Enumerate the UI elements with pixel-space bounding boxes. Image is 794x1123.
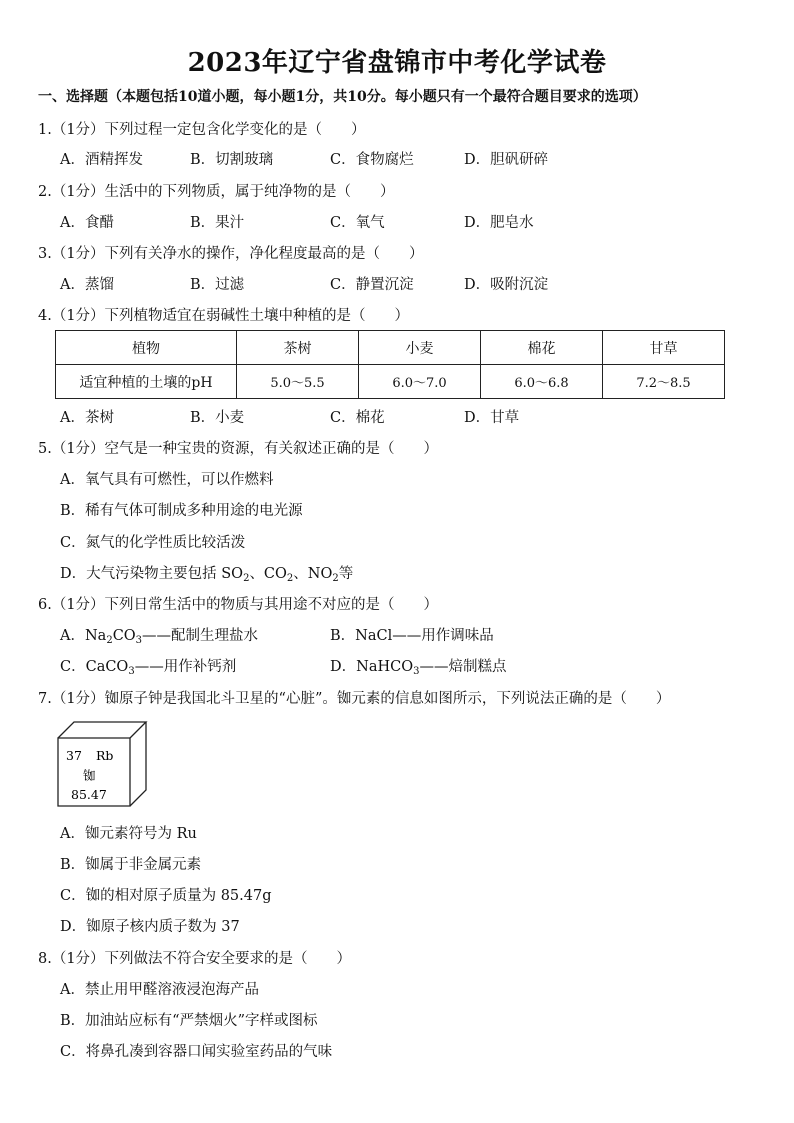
- option-b: B．小麦: [190, 410, 245, 426]
- option-c: C．将鼻孔凑到容器口闻实验室药品的气味: [60, 1044, 333, 1060]
- table-cell: 6.0～7.0: [359, 365, 481, 399]
- table-header-cell: 植物: [56, 331, 237, 365]
- option-c: [60, 655, 236, 677]
- option-d: D．肥皂水: [464, 215, 534, 231]
- option-b: B．稀有气体可制成多种用途的电光源: [60, 503, 303, 519]
- exam-title: 2023年辽宁省盘锦市中考化学试卷: [187, 48, 607, 78]
- option-d-text: 等: [338, 566, 354, 582]
- table-cell: 7.2～8.5: [603, 365, 725, 399]
- formula-text: CO: [112, 628, 136, 644]
- option-c: C．食物腐烂: [330, 152, 414, 168]
- option-b: B．过滤: [190, 277, 245, 293]
- option-c: C．氧气: [330, 215, 385, 231]
- option-d: [60, 562, 353, 584]
- question-1-stem: 1.（1分）下列过程一定包含化学变化的是（ ）: [38, 122, 366, 138]
- question-5-stem: 5.（1分）空气是一种宝贵的资源，有关叙述正确的是（ ）: [38, 441, 439, 457]
- table-cell: 5.0～5.5: [237, 365, 359, 399]
- option-a: A．茶树: [60, 410, 114, 426]
- option-d: D．铷原子核内质子数为 37: [60, 919, 240, 935]
- question-7-stem: 7.（1分）铷原子钟是我国北斗卫星的“心脏”。铷元素的信息如图所示，下列说法正确的是（ ）: [38, 691, 671, 707]
- formula-text: D．NaHCO: [330, 659, 414, 675]
- table-cell: 6.0～6.8: [481, 365, 603, 399]
- option-c: C．氮气的化学性质比较活泼: [60, 535, 246, 551]
- soil-ph-table: [55, 330, 725, 399]
- option-a: A．酒精挥发: [60, 152, 143, 168]
- element-symbol: Rb: [96, 748, 114, 763]
- table-header-cell: 茶树: [237, 331, 359, 365]
- element-cube-figure: [56, 720, 148, 808]
- table-row-label: 适宜种植的土壤的pH: [56, 365, 237, 399]
- option-c: C．棉花: [330, 410, 385, 426]
- atomic-mass: 85.47: [71, 787, 107, 802]
- option-d-text: D．大气污染物主要包括 SO: [60, 566, 244, 582]
- option-b: B．加油站应标有“严禁烟火”字样或图标: [60, 1013, 318, 1029]
- option-d-text: 、NO: [293, 566, 333, 582]
- question-8-stem: 8.（1分）下列做法不符合安全要求的是（ ）: [38, 951, 352, 967]
- option-b: B．切割玻璃: [190, 152, 274, 168]
- option-d: D．甘草: [464, 410, 520, 426]
- question-4-stem: 4.（1分）下列植物适宜在弱碱性土壤中种植的是（ ）: [38, 308, 410, 324]
- subscript: 3: [135, 635, 143, 646]
- option-a: A．氧气具有可燃性，可以作燃料: [60, 472, 274, 488]
- option-text: ——焙制糕点: [419, 659, 507, 675]
- option-b: B．NaCl——用作调味品: [330, 628, 494, 644]
- option-a: A．食醋: [60, 215, 114, 231]
- option-text: ——用作补钙剂: [134, 659, 237, 675]
- table-header-row: [56, 331, 725, 365]
- question-6-stem: 6.（1分）下列日常生活中的物质与其用途不对应的是（ ）: [38, 597, 439, 613]
- subscript: 3: [413, 666, 420, 677]
- atomic-number: 37: [66, 748, 82, 763]
- option-b: B．铷属于非金属元素: [60, 857, 202, 873]
- subscript: 3: [128, 666, 135, 677]
- option-a: A．禁止用甲醛溶液浸泡海产品: [60, 982, 259, 998]
- element-name: 铷: [83, 768, 96, 783]
- element-rubidium-card: [56, 720, 148, 808]
- subscript: 2: [106, 635, 113, 646]
- subscript: 2: [243, 573, 250, 584]
- section-heading: 一、选择题（本题包括10道小题，每小题1分，共10分。每小题只有一个最符合题目要求的选项）: [38, 89, 647, 105]
- option-a: A．铷元素符号为 Ru: [60, 826, 197, 842]
- option-d: D．吸附沉淀: [464, 277, 549, 293]
- option-text: ——配制生理盐水: [142, 628, 259, 644]
- subscript: 2: [286, 573, 294, 584]
- option-b: B．果汁: [190, 215, 245, 231]
- table-header-cell: 小麦: [359, 331, 481, 365]
- formula-text: A．Na: [60, 628, 107, 644]
- option-c: C．静置沉淀: [330, 277, 414, 293]
- question-2-stem: 2.（1分）生活中的下列物质，属于纯净物的是（ ）: [38, 184, 395, 200]
- formula-text: C．CaCO: [60, 659, 129, 675]
- table-header-cell: 棉花: [481, 331, 603, 365]
- option-a: A．蒸馏: [60, 277, 114, 293]
- table-header-cell: 甘草: [603, 331, 725, 365]
- option-d-text: 、CO: [249, 566, 287, 582]
- option-a: [60, 624, 258, 646]
- table-row: [56, 365, 725, 399]
- option-d: [330, 655, 506, 677]
- question-3-stem: 3.（1分）下列有关净水的操作，净化程度最高的是（ ）: [38, 246, 424, 262]
- option-d: D．胆矾研碎: [464, 152, 549, 168]
- subscript: 2: [332, 573, 339, 584]
- option-c: C．铷的相对原子质量为 85.47g: [60, 888, 272, 904]
